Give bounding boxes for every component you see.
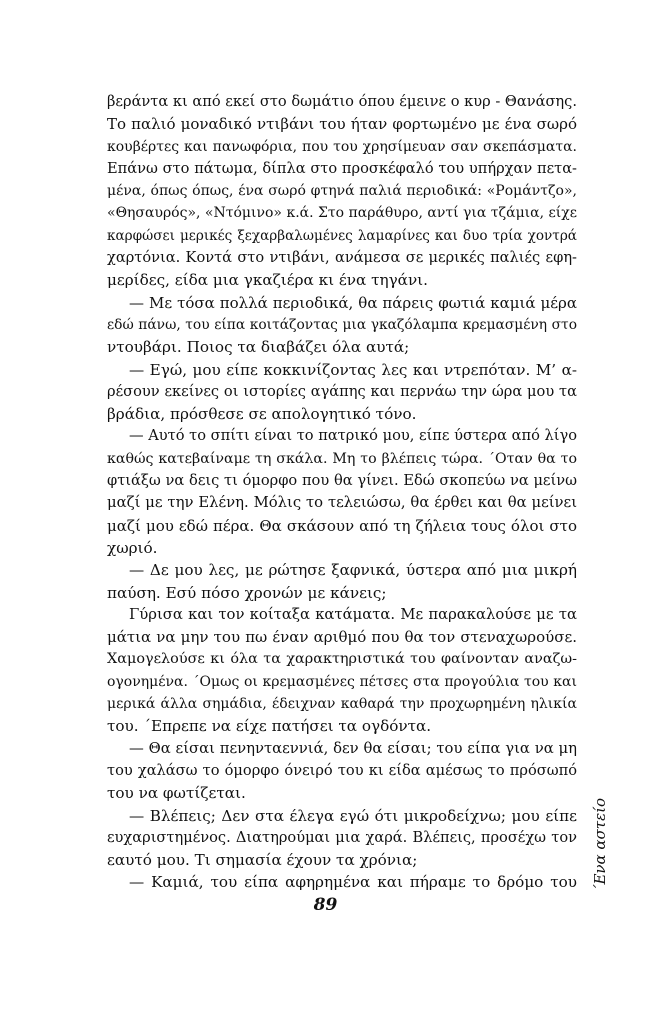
text-line: βεράντα κι από εκεί στο δωμάτιο όπου έμεινε ο κυρ - Θανάσης. — [107, 93, 577, 110]
text-line: — Αυτό το σπίτι είναι το πατρικό μου, είπε ύστερα από λίγο — [129, 427, 577, 445]
text-line: — Βλέπεις; Δεν στα έλεγα εγώ ότι μικροδείχνω; μου είπε — [129, 806, 577, 825]
text-line: χαρτόνια. Κοντά στο ντιβάνι, ανάμεσα σε μερικές παλιές εφη- — [107, 249, 577, 267]
text-line: καθώς κατεβαίναμε τη σκάλα. Μη το βλέπεις τώρα. ΄Οταν θα το — [107, 450, 577, 467]
text-line: — Θα είσαι πενηνταεννιά, δεν θα είσαι; του είπα για να μη — [129, 739, 577, 757]
text-line: του χαλάσω το όμορφο όνειρό του κι είδα αμέσως το πρόσωπό — [107, 761, 577, 779]
text-line: καρφώσει μερικές ξεχαρβαλωμένες λαμαρίνες και δυο τρία χοντρά — [107, 227, 577, 244]
text-line: ρέσουν εκείνες οι ιστορίες αγάπης και περνάω την ώρα μου τα — [107, 382, 577, 400]
text-line: Επάνω στο πάτωμα, δίπλα στο προσκέφαλό του υπήρχαν πετα- — [107, 159, 577, 177]
text-line: μαζί μου εδώ πέρα. Θα σκάσουν από τη ζήλεια τους όλοι στο — [107, 516, 577, 535]
text-line: — Με τόσα πολλά περιοδικά, θα πάρεις φωτιά καμιά μέρα — [129, 293, 577, 312]
text-line: μαζί με την Ελένη. Μόλις το τελειώσω, θα έρθει και θα μείνει — [107, 494, 577, 512]
text-line: — Δε μου λες, με ρώτησε ξαφνικά, ύστερα από μια μικρή — [129, 561, 577, 580]
text-line: ευχαριστημένος. Διατηρούμαι μια χαρά. Βλέπεις, προσέχω τον — [107, 828, 577, 846]
text-line: εαυτό μου. Τι σημασία έχουν τα χρόνια; — [107, 851, 418, 870]
text-line: κουβέρτες και πανωφόρια, που του χρησίμευαν σαν σκεπάσματα. — [107, 138, 577, 155]
text-line: — Καμιά, του είπα αφηρημένα και πήραμε το δρόμο του — [129, 873, 577, 892]
text-line: μένα, όπως όπως, ένα σωρό φτηνά παλιά περιοδικά: «Ρομάντζο», — [107, 183, 577, 200]
text-line: ντουβάρι. Ποιος τα διαβάζει όλα αυτά; — [107, 338, 410, 357]
text-line: μερικά άλλα σημάδια, έδειχναν καθαρά την προχωρημένη ηλικία — [107, 696, 577, 713]
text-line: εδώ πάνω, του είπα κοιτάζοντας μια γκαζόλαμπα κρεμασμένη στο — [107, 316, 577, 333]
text-line: μερίδες, είδα μια γκαζιέρα κι ένα τηγάνι. — [107, 271, 428, 290]
text-line: του να φωτίζεται. — [107, 784, 246, 803]
running-title-text: ΄Ενα αστείο — [591, 797, 609, 893]
text-line: φτιάξω να δεις τι όμορφο που θα γίνει. Εδώ σκοπεύω να μείνω — [107, 472, 577, 490]
running-title — [585, 797, 615, 893]
text-line: παύση. Εσύ πόσο χρονών με κάνεις; — [107, 583, 387, 602]
text-line: χωριό. — [107, 538, 158, 557]
body-text — [107, 91, 577, 894]
text-line: βράδια, πρόσθεσε σε απολογητικό τόνο. — [107, 405, 417, 424]
text-line: Χαμογελούσε κι όλα τα χαρακτηριστικά του φαίνονταν αναζω- — [107, 651, 577, 668]
page-number: 89 — [313, 895, 338, 915]
text-line: του. ΄Επρεπε να είχε πατήσει τα ογδόντα. — [107, 717, 432, 736]
text-line: ογονημένα. ΄Ομως οι κρεμασμένες πέτσες στα προγούλια του και — [107, 673, 577, 690]
text-line: Γύρισα και τον κοίταξα κατάματα. Με παρακαλούσε με τα — [129, 605, 577, 623]
text-line: «Θησαυρός», «Ντόμινο» κ.ά. Στο παράθυρο, αντί για τζάμια, είχε — [107, 205, 577, 222]
text-line: μάτια να μην του πω έναν αριθμό που θα τον στεναχωρούσε. — [107, 628, 577, 647]
text-line: Το παλιό μοναδικό ντιβάνι του ήταν φορτωμένο με ένα σωρό — [107, 115, 577, 134]
text-line: — Εγώ, μου είπε κοκκινίζοντας λες και ντρεπόταν. Μ’ α- — [129, 360, 577, 379]
